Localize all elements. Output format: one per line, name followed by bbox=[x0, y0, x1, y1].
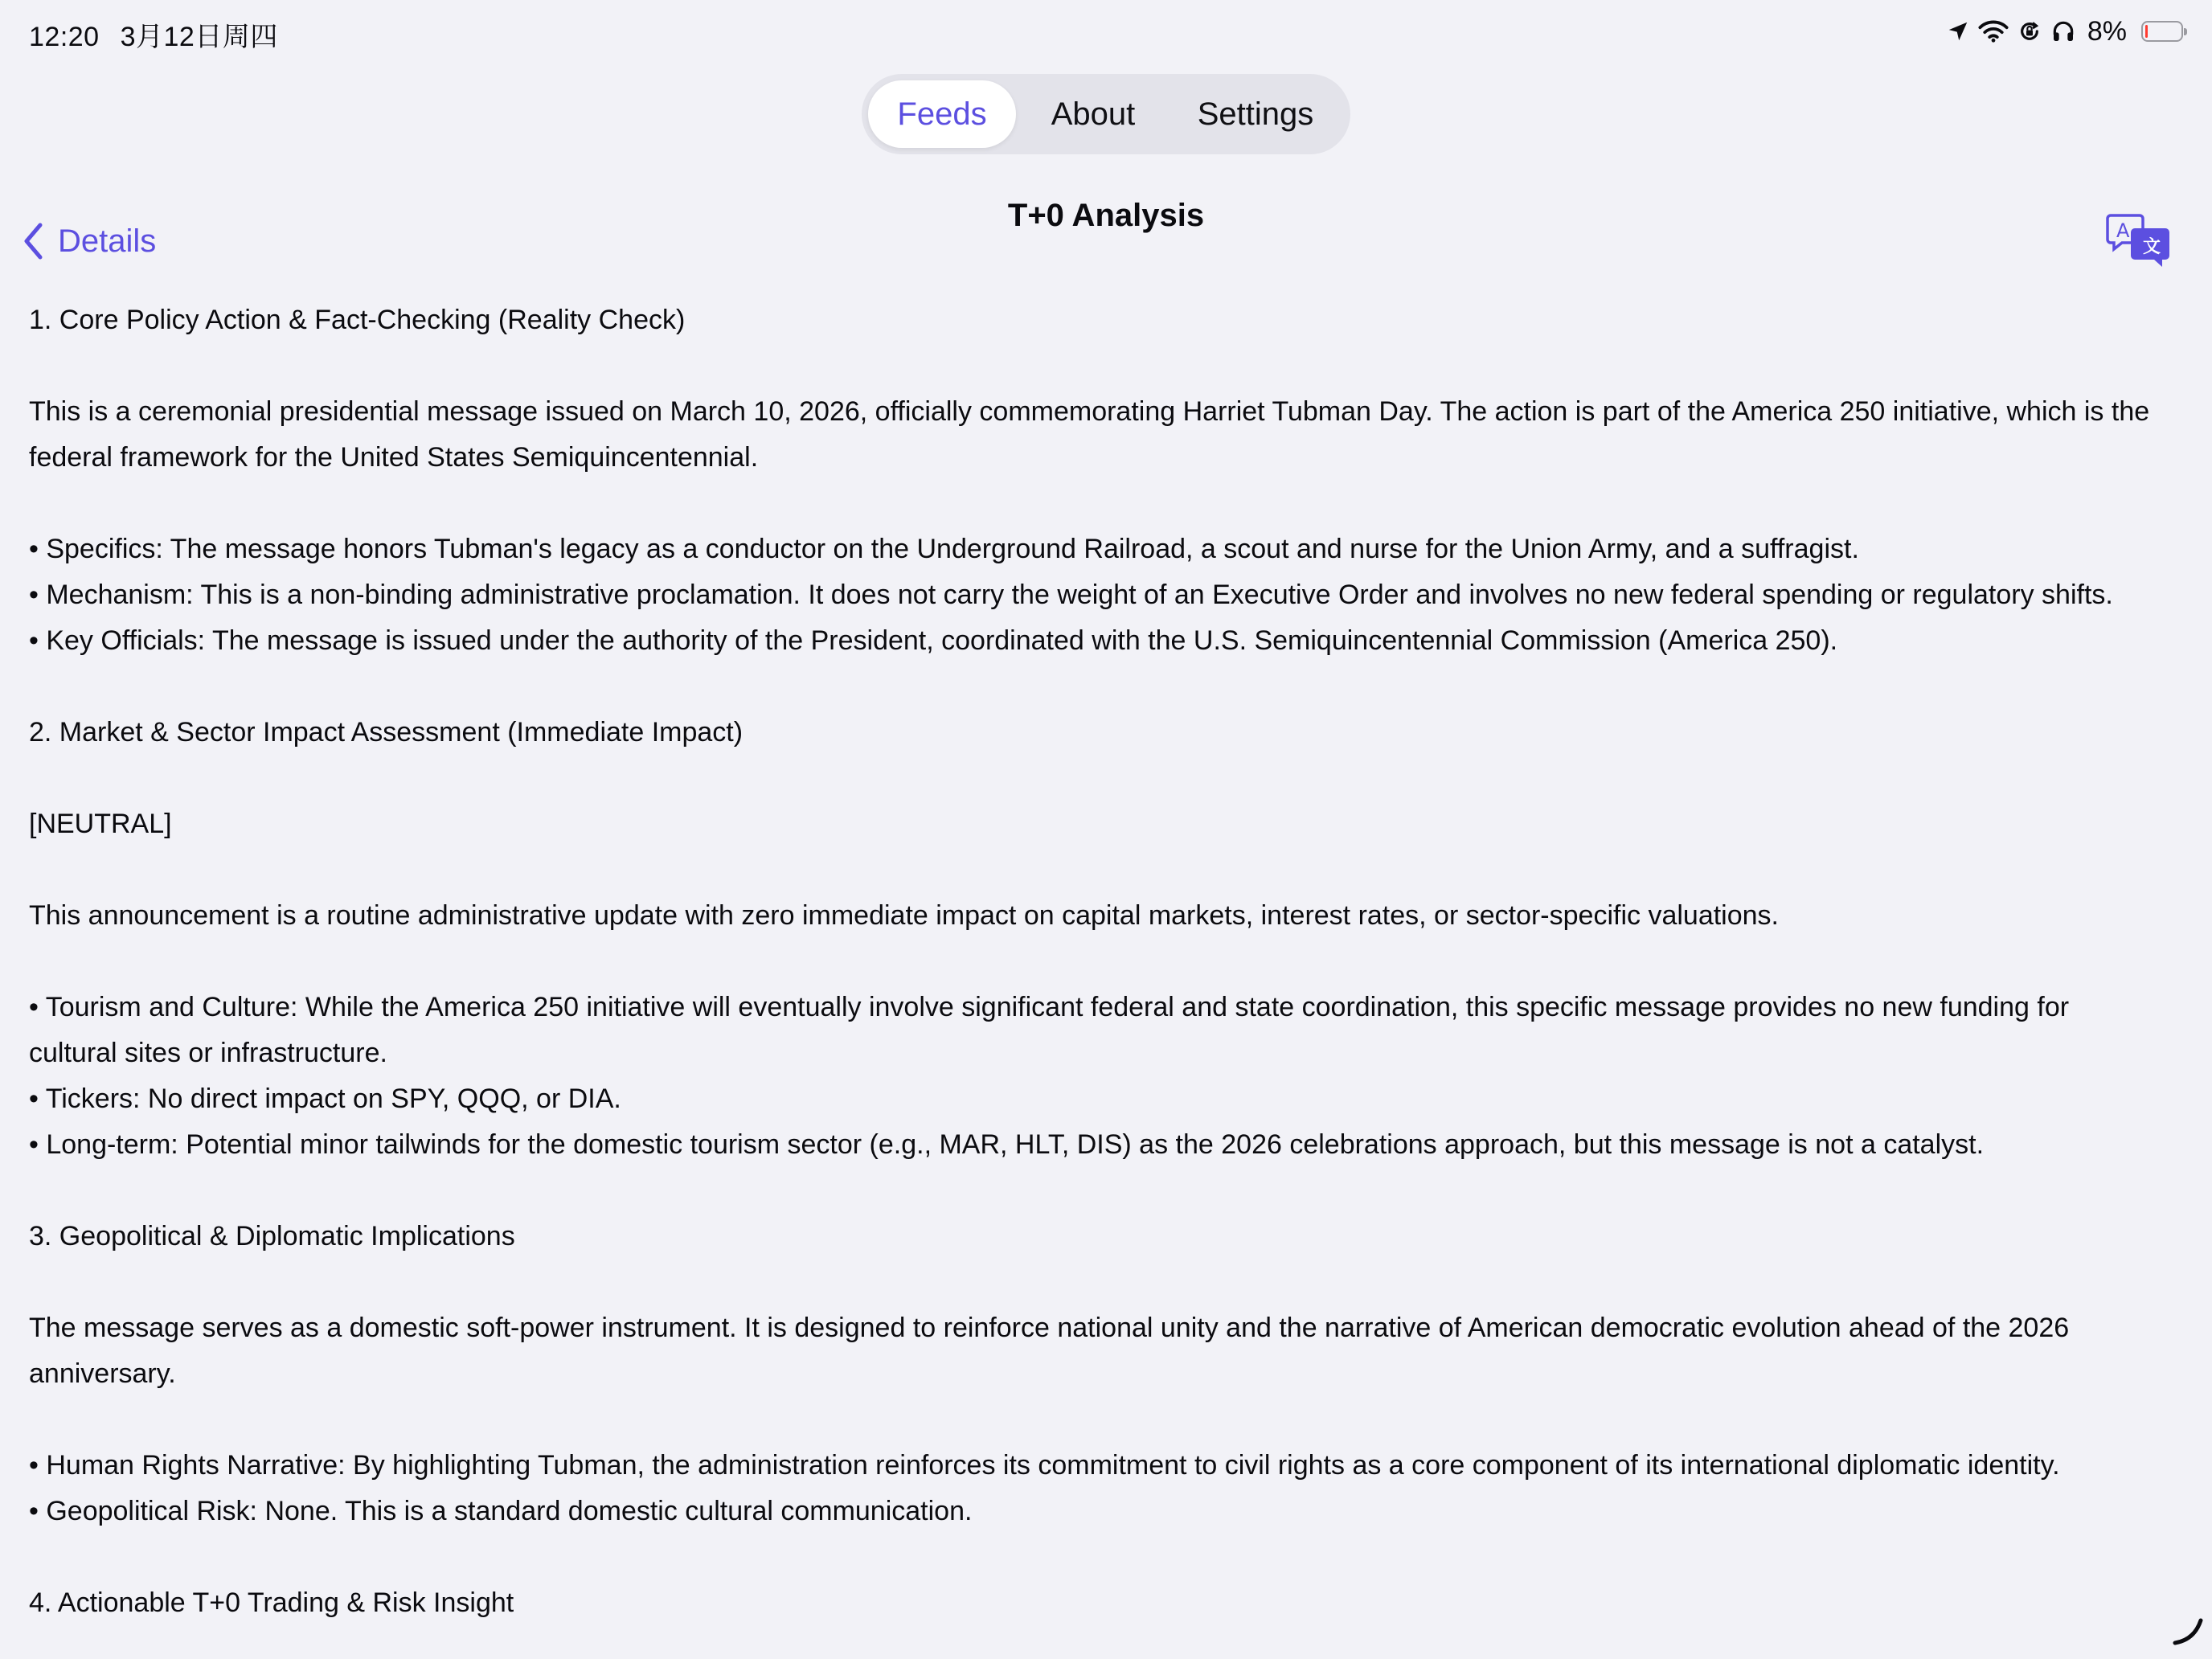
status-time-date bbox=[29, 14, 299, 54]
battery-icon bbox=[2141, 21, 2183, 42]
bullet-continuation: cultural sites or infrastructure. bbox=[29, 1038, 387, 1068]
tab-settings[interactable]: Settings bbox=[1197, 96, 1314, 132]
battery-percent: 8% bbox=[2087, 15, 2127, 47]
orientation-lock-icon bbox=[2017, 18, 2042, 44]
location-arrow-icon bbox=[1946, 19, 1970, 43]
svg-text:A: A bbox=[2116, 219, 2130, 242]
tab-bar bbox=[862, 74, 1350, 154]
section-heading: 1. Core Policy Action & Fact-Checking (Reality Check) bbox=[29, 305, 686, 335]
paragraph-line: The message serves as a domestic soft-power instrument. It is designed to reinforce national unity and the narrative of American democratic evolution ahead of the 2026 bbox=[29, 1313, 2070, 1343]
chevron-left-icon bbox=[23, 222, 45, 260]
back-button[interactable] bbox=[23, 217, 156, 265]
status-icons bbox=[1946, 13, 2183, 50]
paragraph-line: This is a ceremonial presidential message issued on March 10, 2026, officially commemorating Harriet Tubman Day. The action is part of the America 250 initiative, which is the bbox=[29, 396, 2150, 427]
corner-handle-icon bbox=[2170, 1612, 2206, 1648]
page-title: T+0 Analysis bbox=[1007, 198, 1205, 233]
analysis-content bbox=[29, 297, 2191, 1626]
section-heading: 4. Actionable T+0 Trading & Risk Insight bbox=[29, 1587, 514, 1618]
bullet-item: • Specifics: The message honors Tubman's legacy as a conductor on the Underground Railroad, a scout and nurse for the Union Army, and a suffragist. bbox=[29, 534, 1859, 564]
bullet-item: • Tourism and Culture: While the America 250 initiative will eventually involve significant federal and state coordination, this specific message provides no new funding for bbox=[29, 992, 2070, 1022]
status-time: 12:20 bbox=[29, 22, 100, 52]
bullet-item: • Long-term: Potential minor tailwinds for the domestic tourism sector (e.g., MAR, HLT, DIS) as the 2026 celebrations approach, but this message is not a catalyst. bbox=[29, 1129, 1985, 1160]
battery-level-fill bbox=[2145, 25, 2148, 38]
section-heading: 3. Geopolitical & Diplomatic Implications bbox=[29, 1221, 515, 1251]
headphones-icon bbox=[2050, 18, 2076, 44]
translate-button[interactable] bbox=[2106, 212, 2173, 270]
tab-about[interactable]: About bbox=[1051, 96, 1136, 132]
status-date: 3月12日周四 bbox=[120, 22, 278, 52]
translate-icon bbox=[2106, 212, 2173, 270]
section-heading: 2. Market & Sector Impact Assessment (Immediate Impact) bbox=[29, 717, 743, 748]
bullet-item: • Geopolitical Risk: None. This is a standard domestic cultural communication. bbox=[29, 1496, 973, 1526]
bullet-item: • Human Rights Narrative: By highlighting Tubman, the administration reinforces its commitment to civil rights as a core component of its international diplomatic identity. bbox=[29, 1450, 2060, 1481]
back-label: Details bbox=[58, 223, 157, 259]
bullet-item: • Key Officials: The message is issued under the authority of the President, coordinated with the U.S. Semiquincentennial Commission (America 250). bbox=[29, 625, 1838, 656]
impact-rating: [NEUTRAL] bbox=[29, 809, 172, 839]
paragraph-line: This announcement is a routine administrative update with zero immediate impact on capital markets, interest rates, or sector-specific valuations. bbox=[29, 900, 1779, 931]
bullet-item: • Mechanism: This is a non-binding administrative proclamation. It does not carry the weight of an Executive Order and involves no new federal spending or regulatory shifts. bbox=[29, 580, 2113, 610]
bullet-item: • Tickers: No direct impact on SPY, QQQ, or DIA. bbox=[29, 1083, 621, 1114]
wifi-icon bbox=[1978, 19, 2009, 43]
paragraph-line: federal framework for the United States Semiquincentennial. bbox=[29, 442, 759, 473]
paragraph-line: anniversary. bbox=[29, 1358, 176, 1389]
status-bar bbox=[0, 0, 2212, 64]
svg-text:文: 文 bbox=[2143, 237, 2161, 257]
tab-feeds[interactable]: Feeds bbox=[868, 80, 1016, 148]
